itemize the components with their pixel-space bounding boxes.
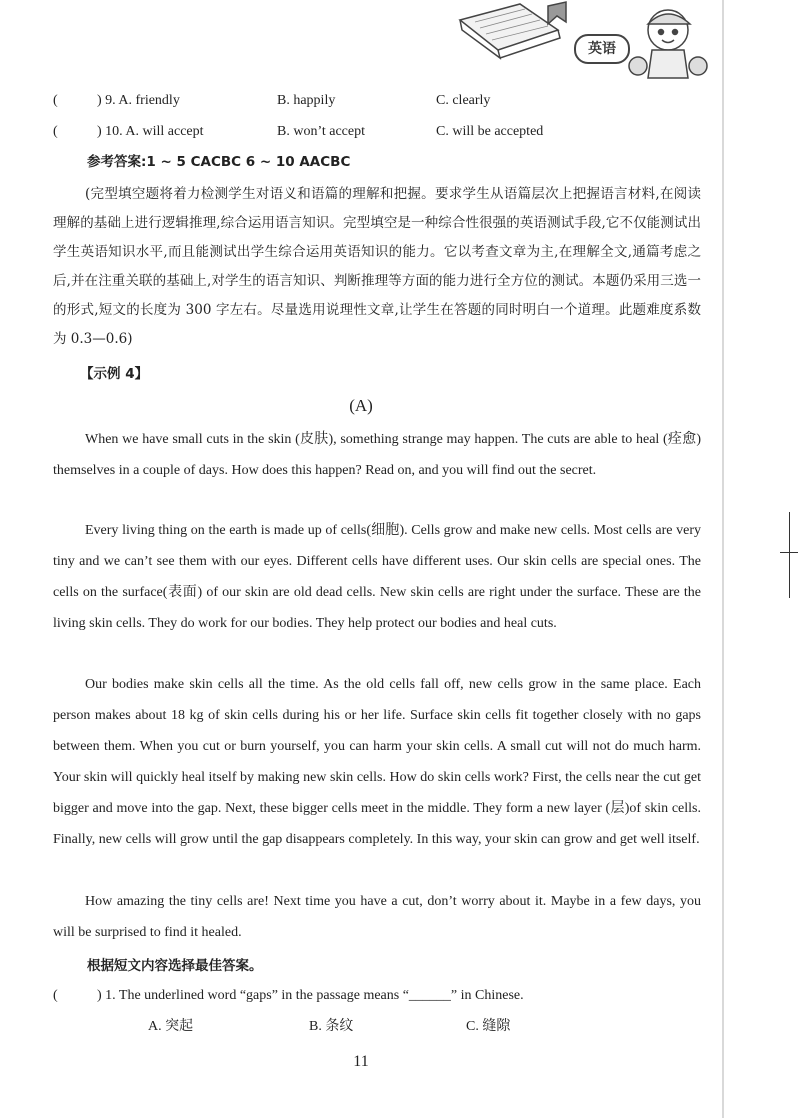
option-b: B. 条纹: [309, 1019, 354, 1034]
question-stem: ) 10. A. will accept: [97, 124, 204, 139]
page-number: 11: [353, 1053, 369, 1070]
crop-mark: [789, 512, 790, 598]
option-b: B. happily: [277, 93, 336, 108]
passage-paragraph: Our bodies make skin cells all the time. As the old cells fall off, new cells grow in the same place. Each person makes about 18 kg of skin cells during his or her life. Surface skin cells fit together closely with no gaps between them. When you cut or burn yourself, you can harm your skin cells. A small cut will not do much harm. Your skin will quickly heal itself by making new skin cells. How do skin cells work? First, the cells near the cut get bigger and move into the gap. Next, these bigger cells meet in the middle. They form a new layer (层)of skin cells. Finally, new cells will grow until the gap disappears completely. In this way, your skin can grow and get well itself.: [53, 677, 701, 847]
option-c: C. will be accepted: [436, 124, 544, 139]
question-stem: ) 1. The underlined word “gaps” in the passage means “______” in Chinese.: [97, 988, 524, 1003]
question-stem: ) 9. A. friendly: [97, 93, 180, 108]
option-a: A. 突起: [148, 1019, 194, 1034]
answer-blank[interactable]: (: [53, 988, 58, 1003]
subject-label: 英语: [574, 34, 630, 64]
instruction: 根据短文内容选择最佳答案。: [87, 958, 263, 974]
student-mascot-icon: [629, 10, 707, 78]
crop-mark: [780, 552, 798, 553]
answer-key: 参考答案:1 ~ 5 CACBC 6 ~ 10 AACBC: [87, 154, 351, 170]
example-label: 【示例 4】: [80, 366, 149, 382]
passage-title: (A): [349, 396, 373, 415]
passage-paragraph: When we have small cuts in the skin (皮肤), something strange may happen. The cuts are able to heal (痊愈) themselves in a couple of days. How does this happen? Read on, and you will find out the secret.: [53, 432, 701, 478]
passage-paragraph: Every living thing on the earth is made up of cells(细胞). Cells grow and make new cells. Most cells are very tiny and we can’t see them with our eyes. Different cells have different uses. Our skin cells are special ones. The cells on the surface(表面) of our skin are old dead cells. New skin cells are right under the surface. These are the living skin cells. They do work for our bodies. They help protect our bodies and heal cuts.: [53, 523, 701, 631]
answer-blank[interactable]: (: [53, 124, 58, 139]
option-b: B. won’t accept: [277, 124, 365, 139]
option-c: C. 缝隙: [466, 1019, 511, 1034]
option-c: C. clearly: [436, 93, 491, 108]
passage-paragraph: How amazing the tiny cells are! Next time you have a cut, don’t worry about it. Maybe in a few days, you will be surprised to find it healed.: [53, 894, 701, 940]
book-icon: [460, 2, 566, 58]
answer-blank[interactable]: (: [53, 93, 58, 108]
explanation-paragraph: (完型填空题将着力检测学生对语义和语篇的理解和把握。要求学生从语篇层次上把握语言材料,在阅读理解的基础上进行逻辑推理,综合运用语言知识。完型填空是一种综合性很强的英语测试手段,它不仅能测试出学生英语知识水平,而且能测试出学生综合运用英语知识的能力。它以考查文章为主,在理解全文,通篇考虑之后,并在注重关联的基础上,对学生的语言知识、判断推理等方面的能力进行全方位的测试。本题仍采用三选一的形式,短文的长度为 300 字左右。尽量选用说理性文章,让学生在答题的同时明白一个道理。此题难度系数为 0.3—0.6): [53, 186, 701, 347]
